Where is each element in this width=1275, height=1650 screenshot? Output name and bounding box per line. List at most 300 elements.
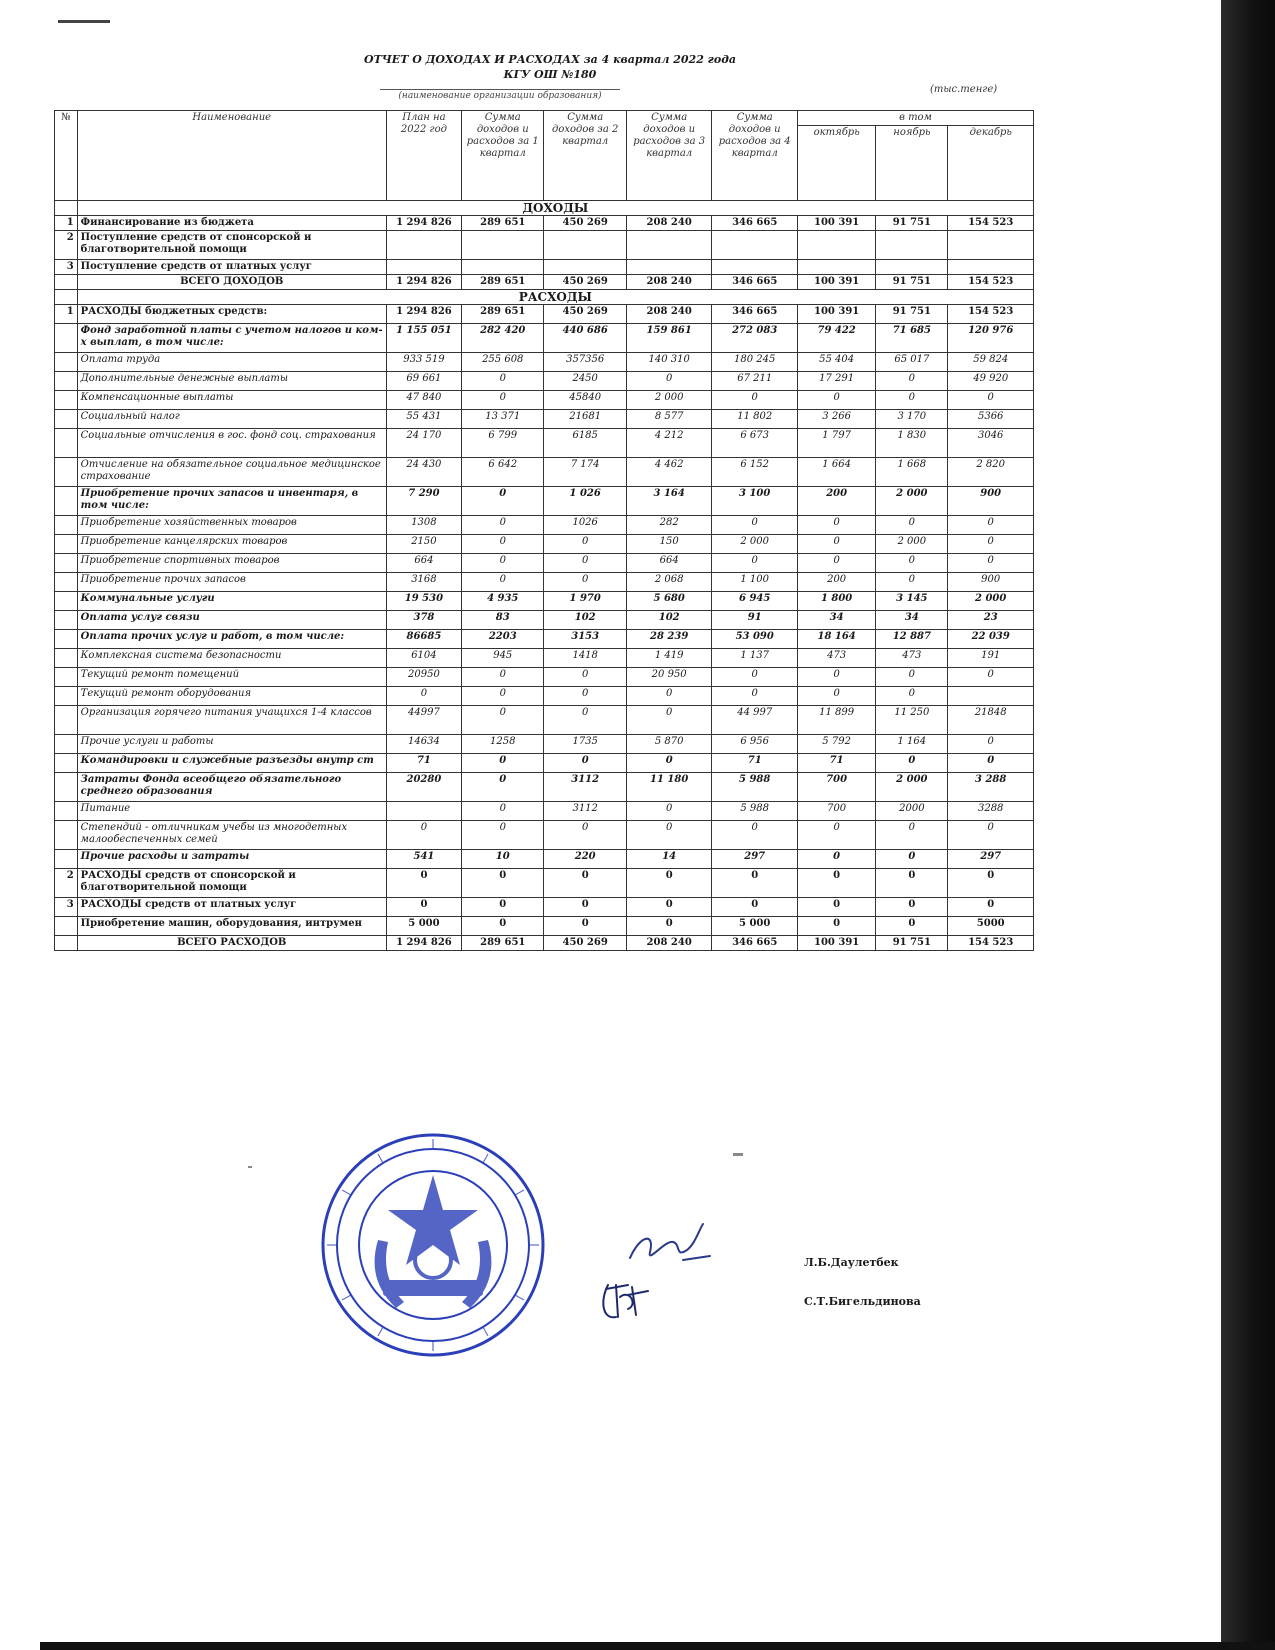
row-name: Приобретение хозяйственных товаров [77,516,386,535]
row-index [55,353,78,372]
row-value-plan [386,802,461,821]
income-total-row-q1: 289 651 [462,275,544,290]
row-value-oct: 55 404 [797,353,875,372]
row-value-q4: 0 [712,821,798,850]
row-value-plan: 20950 [386,668,461,687]
row-value-plan: 47 840 [386,391,461,410]
income-total-row-dec: 154 523 [948,275,1034,290]
income-section-row [55,201,1034,216]
expense-total-row-plan: 1 294 826 [386,936,461,951]
row-value-q1: 289 651 [462,216,544,231]
row-value-q1: 0 [462,372,544,391]
row-value-dec [948,231,1034,260]
row-value-oct: 0 [797,821,875,850]
row-value-dec: 23 [948,611,1034,630]
income-total-row-nov: 91 751 [876,275,948,290]
row-value-q3: 282 [626,516,712,535]
row-value-q2: 0 [544,687,626,706]
row-value-q4: 0 [712,898,798,917]
table-row [55,706,1034,735]
row-name: Отчисление на обязательное социальное медицинское страхование [77,458,386,487]
row-value-q3: 8 577 [626,410,712,429]
row-value-dec: 0 [948,554,1034,573]
table-row [55,821,1034,850]
row-value-plan: 0 [386,821,461,850]
official-round-stamp [318,1130,548,1360]
row-value-nov [876,231,948,260]
table-row [55,353,1034,372]
row-value-q3: 0 [626,869,712,898]
row-name: Комплексная система безопасности [77,649,386,668]
row-value-oct: 0 [797,554,875,573]
row-value-q1: 0 [462,487,544,516]
header-plan: План на 2022 год [386,111,461,201]
row-value-q1: 0 [462,554,544,573]
row-index [55,821,78,850]
row-value-q2: 0 [544,554,626,573]
row-index [55,516,78,535]
table-row [55,516,1034,535]
row-value-q1: 4 935 [462,592,544,611]
row-index [55,649,78,668]
table-row [55,649,1034,668]
row-name: Социальные отчисления в гос. фонд соц. страхования [77,429,386,458]
header-october: октябрь [797,126,875,201]
income-total-row-oct: 100 391 [797,275,875,290]
expense-total-row-q2: 450 269 [544,936,626,951]
row-value-q1: 13 371 [462,410,544,429]
table-row [55,487,1034,516]
table-row [55,611,1034,630]
row-value-q3: 20 950 [626,668,712,687]
row-value-dec: 21848 [948,706,1034,735]
row-value-q2 [544,260,626,275]
row-value-q1: 6 642 [462,458,544,487]
row-index [55,802,78,821]
row-value-oct: 1 797 [797,429,875,458]
table-row [55,850,1034,869]
row-value-dec [948,260,1034,275]
row-value-oct: 1 800 [797,592,875,611]
row-value-nov: 0 [876,554,948,573]
row-value-dec: 3288 [948,802,1034,821]
row-index [55,410,78,429]
row-value-q4: 346 665 [712,305,798,324]
row-value-nov: 3 145 [876,592,948,611]
row-value-oct: 0 [797,869,875,898]
row-value-dec: 154 523 [948,305,1034,324]
row-name: Приобретение машин, оборудования, интрумен [77,917,386,936]
row-value-q1: 0 [462,773,544,802]
row-value-q1: 289 651 [462,305,544,324]
row-name: Приобретение спортивных товаров [77,554,386,573]
income-expense-table [54,110,1034,951]
row-value-q3: 208 240 [626,216,712,231]
row-name: РАСХОДЫ средств от спонсорской и благотворительной помощи [77,869,386,898]
row-name: Питание [77,802,386,821]
table-row [55,231,1034,260]
table-row [55,668,1034,687]
scan-dark-edge-bottom [40,1642,1275,1650]
row-name: РАСХОДЫ средств от платных услуг [77,898,386,917]
row-value-q3: 5 870 [626,735,712,754]
row-name: Коммунальные услуги [77,592,386,611]
row-value-q3: 208 240 [626,305,712,324]
row-value-plan: 69 661 [386,372,461,391]
row-value-oct: 0 [797,687,875,706]
row-value-plan: 0 [386,687,461,706]
row-index [55,917,78,936]
row-value-q3: 3 164 [626,487,712,516]
row-value-nov: 0 [876,754,948,773]
row-value-nov: 2 000 [876,773,948,802]
row-name: Оплата труда [77,353,386,372]
row-value-q4: 6 152 [712,458,798,487]
header-q3: Сумма доходов и расходов за 3 квартал [626,111,712,201]
row-index [55,592,78,611]
row-value-dec: 49 920 [948,372,1034,391]
row-value-dec: 900 [948,487,1034,516]
row-index [55,850,78,869]
row-index [55,372,78,391]
row-value-oct: 5 792 [797,735,875,754]
row-value-dec: 22 039 [948,630,1034,649]
report-title-block [300,52,800,82]
row-value-q4: 3 100 [712,487,798,516]
row-value-nov: 0 [876,898,948,917]
row-value-oct: 0 [797,535,875,554]
row-value-oct: 700 [797,802,875,821]
table-row [55,458,1034,487]
row-value-oct: 79 422 [797,324,875,353]
row-index [55,735,78,754]
row-value-q2: 3153 [544,630,626,649]
row-index: 3 [55,898,78,917]
row-value-q2: 450 269 [544,216,626,231]
row-value-nov: 11 250 [876,706,948,735]
row-value-q1: 0 [462,917,544,936]
header-name: Наименование [77,111,386,201]
row-name: Приобретение прочих запасов и инвентаря, в том числе: [77,487,386,516]
row-value-q4: 6 673 [712,429,798,458]
row-value-q4: 0 [712,687,798,706]
row-value-q2: 7 174 [544,458,626,487]
income-section-index-cell [55,201,78,216]
table-row [55,917,1034,936]
row-value-oct: 0 [797,917,875,936]
row-value-oct: 700 [797,773,875,802]
row-value-q1: 0 [462,821,544,850]
row-value-plan: 2150 [386,535,461,554]
row-name: Прочие услуги и работы [77,735,386,754]
row-value-nov: 473 [876,649,948,668]
row-value-plan: 378 [386,611,461,630]
row-value-nov: 0 [876,821,948,850]
row-value-q1: 10 [462,850,544,869]
row-value-q1: 0 [462,573,544,592]
director-name: Л.Б.Даулетбек [804,1256,899,1269]
row-name: Поступление средств от спонсорской и благотворительной помощи [77,231,386,260]
row-value-dec: 0 [948,821,1034,850]
row-value-nov: 2000 [876,802,948,821]
expense-section-heading: РАСХОДЫ [77,290,1033,305]
row-value-q2: 6185 [544,429,626,458]
row-value-dec: 0 [948,754,1034,773]
row-value-dec: 0 [948,735,1034,754]
scan-dark-edge-right [1221,0,1275,1650]
row-value-dec [948,687,1034,706]
row-value-plan: 71 [386,754,461,773]
row-value-oct: 0 [797,391,875,410]
table-row [55,754,1034,773]
row-value-nov: 2 000 [876,487,948,516]
row-index [55,573,78,592]
row-value-oct: 0 [797,668,875,687]
report-title: ОТЧЕТ О ДОХОДАХ И РАСХОДАХ за 4 квартал 2022 года [364,53,736,66]
row-value-q2 [544,231,626,260]
row-value-nov: 1 668 [876,458,948,487]
row-index [55,936,78,951]
row-value-q3: 0 [626,898,712,917]
table-row [55,869,1034,898]
table-row [55,410,1034,429]
row-value-q3: 159 861 [626,324,712,353]
row-value-q2: 0 [544,869,626,898]
row-value-dec: 0 [948,516,1034,535]
row-value-nov: 0 [876,391,948,410]
row-value-q4: 5 988 [712,802,798,821]
row-value-q1: 2203 [462,630,544,649]
row-value-nov: 0 [876,668,948,687]
row-index [55,487,78,516]
row-value-q2: 1026 [544,516,626,535]
row-value-q2: 450 269 [544,305,626,324]
row-value-q3: 5 680 [626,592,712,611]
row-value-plan: 24 430 [386,458,461,487]
table-row [55,573,1034,592]
table-row [55,592,1034,611]
row-value-q1: 282 420 [462,324,544,353]
row-value-oct: 71 [797,754,875,773]
row-value-q4: 0 [712,668,798,687]
row-value-dec: 0 [948,898,1034,917]
row-value-dec: 0 [948,391,1034,410]
table-row [55,687,1034,706]
scan-corner-mark [58,20,110,23]
row-value-q4: 5 988 [712,773,798,802]
row-value-dec: 154 523 [948,216,1034,231]
row-value-q2: 0 [544,535,626,554]
row-value-q2: 1418 [544,649,626,668]
expense-total-row-q4: 346 665 [712,936,798,951]
row-value-oct: 0 [797,898,875,917]
expense-total-row-nov: 91 751 [876,936,948,951]
header-december: декабрь [948,126,1034,201]
table-row [55,802,1034,821]
row-value-plan: 19 530 [386,592,461,611]
row-value-plan: 20280 [386,773,461,802]
row-name: Социальный налог [77,410,386,429]
row-value-q3: 0 [626,802,712,821]
row-value-nov: 1 830 [876,429,948,458]
table-row [55,554,1034,573]
row-value-q2: 0 [544,706,626,735]
row-name: Оплата услуг связи [77,611,386,630]
row-value-q2: 0 [544,754,626,773]
row-value-q2: 220 [544,850,626,869]
row-index [55,275,78,290]
row-value-q4: 91 [712,611,798,630]
row-value-q1 [462,260,544,275]
expense-total-row-q1: 289 651 [462,936,544,951]
row-value-nov: 0 [876,372,948,391]
row-value-q2: 1735 [544,735,626,754]
row-value-nov: 1 164 [876,735,948,754]
row-value-q2: 1 026 [544,487,626,516]
income-total-row [55,275,1034,290]
row-name: Затраты Фонда всеобщего обязательного среднего образования [77,773,386,802]
row-name: РАСХОДЫ бюджетных средств: [77,305,386,324]
row-name: Дополнительные денежные выплаты [77,372,386,391]
row-value-plan: 55 431 [386,410,461,429]
row-name: Организация горячего питания учащихся 1-4 классов [77,706,386,735]
row-value-nov [876,260,948,275]
row-index [55,773,78,802]
units-label: (тыс.тенге) [930,84,998,95]
row-value-q2: 102 [544,611,626,630]
row-value-nov: 91 751 [876,305,948,324]
row-value-dec: 191 [948,649,1034,668]
row-value-q3: 0 [626,821,712,850]
row-value-dec: 297 [948,850,1034,869]
row-value-q3: 4 462 [626,458,712,487]
table-row [55,898,1034,917]
row-value-q1: 0 [462,687,544,706]
expense-total-row [55,936,1034,951]
row-value-plan [386,231,461,260]
row-value-q2: 45840 [544,391,626,410]
row-value-q4: 0 [712,554,798,573]
table-row [55,260,1034,275]
row-value-q2: 2450 [544,372,626,391]
row-value-q3: 14 [626,850,712,869]
row-index [55,630,78,649]
row-value-dec: 5366 [948,410,1034,429]
row-value-oct: 200 [797,487,875,516]
row-value-plan: 0 [386,869,461,898]
row-value-nov: 0 [876,850,948,869]
row-value-oct [797,231,875,260]
row-value-plan: 1308 [386,516,461,535]
row-value-oct: 17 291 [797,372,875,391]
row-value-plan: 14634 [386,735,461,754]
row-name: Прочие расходы и затраты [77,850,386,869]
row-value-q1 [462,231,544,260]
row-value-dec: 0 [948,535,1034,554]
row-value-dec: 3 288 [948,773,1034,802]
row-index [55,429,78,458]
header-november: ноябрь [876,126,948,201]
row-value-q4: 67 211 [712,372,798,391]
income-total-row-plan: 1 294 826 [386,275,461,290]
table-row [55,735,1034,754]
row-index: 2 [55,231,78,260]
row-value-nov: 3 170 [876,410,948,429]
row-value-dec: 2 820 [948,458,1034,487]
row-value-dec: 2 000 [948,592,1034,611]
row-value-q1: 0 [462,516,544,535]
accountant-signature [598,1275,658,1325]
row-index: 2 [55,869,78,898]
row-name: Компенсационные выплаты [77,391,386,410]
row-value-q3: 28 239 [626,630,712,649]
row-value-oct: 1 664 [797,458,875,487]
row-value-q4: 11 802 [712,410,798,429]
row-value-q1: 0 [462,754,544,773]
table-row [55,773,1034,802]
row-index: 3 [55,260,78,275]
row-value-q2: 3112 [544,773,626,802]
row-value-plan: 7 290 [386,487,461,516]
expense-total-row-oct: 100 391 [797,936,875,951]
row-value-q4: 71 [712,754,798,773]
row-value-q1: 255 608 [462,353,544,372]
row-value-plan: 5 000 [386,917,461,936]
row-name: Текущий ремонт помещений [77,668,386,687]
row-index [55,535,78,554]
header-q2: Сумма доходов за 2 квартал [544,111,626,201]
row-value-plan: 933 519 [386,353,461,372]
row-value-plan: 3168 [386,573,461,592]
scan-speck [733,1153,743,1156]
row-index: 1 [55,305,78,324]
row-value-dec: 5000 [948,917,1034,936]
row-value-oct [797,260,875,275]
row-value-q1: 6 799 [462,429,544,458]
row-index [55,324,78,353]
expense-total-row-label: ВСЕГО РАСХОДОВ [77,936,386,951]
row-value-q1: 83 [462,611,544,630]
row-value-q3: 2 068 [626,573,712,592]
row-value-dec: 120 976 [948,324,1034,353]
row-value-plan: 1 294 826 [386,216,461,231]
row-value-q4: 0 [712,869,798,898]
expense-total-row-dec: 154 523 [948,936,1034,951]
table-row [55,305,1034,324]
row-value-q4: 180 245 [712,353,798,372]
row-value-q4: 297 [712,850,798,869]
row-value-q1: 0 [462,391,544,410]
row-value-q4: 44 997 [712,706,798,735]
row-value-nov: 65 017 [876,353,948,372]
row-value-nov: 0 [876,917,948,936]
row-value-dec: 59 824 [948,353,1034,372]
row-value-q3 [626,260,712,275]
header-in-that: в том [797,111,1033,126]
row-index [55,706,78,735]
row-value-q2: 0 [544,821,626,850]
table-header-row [55,111,1034,126]
row-value-q2: 0 [544,898,626,917]
row-value-q1: 1258 [462,735,544,754]
row-value-dec: 3046 [948,429,1034,458]
row-value-plan: 664 [386,554,461,573]
row-value-plan: 1 294 826 [386,305,461,324]
row-value-q3: 0 [626,917,712,936]
row-value-q1: 0 [462,802,544,821]
row-value-nov: 2 000 [876,535,948,554]
row-value-q4: 0 [712,516,798,535]
